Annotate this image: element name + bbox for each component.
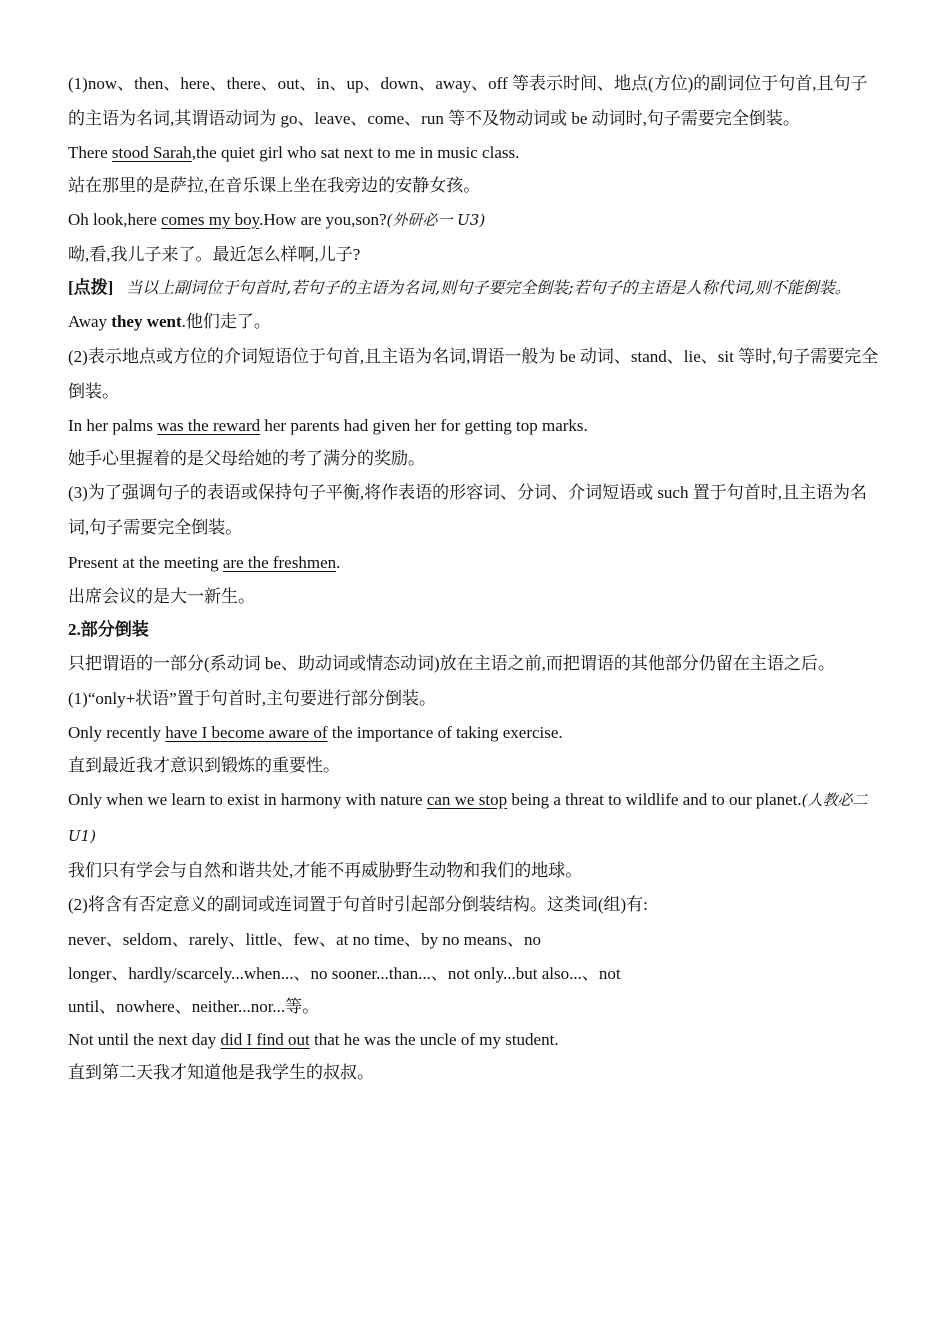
partial-inversion-rule-1: (1)“only+状语”置于句首时,主句要进行部分倒装。 — [68, 689, 436, 708]
tip-text: 当以上副词位于句首时,若句子的主语为名词,则句子要完全倒装;若句子的主语是人称代词,则不能倒装。 — [126, 278, 851, 297]
inverted-part: have I become aware of — [165, 723, 328, 742]
inverted-part: can we stop — [426, 790, 508, 809]
example-sentence: In her palms was the reward her parents had given her for getting top marks. — [68, 416, 588, 435]
full-inversion-rule-2: (2)表示地点或方位的介词短语位于句首,且主语为名词,谓语一般为 be 动词、stand、lie、sit 等时,句子需要完全倒装。 — [68, 347, 879, 401]
example-sentence: Not until the next day did I find out that he was the uncle of my student. — [68, 1030, 559, 1049]
section-heading: 2.部分倒装 — [68, 620, 149, 639]
full-inversion-rule-3: (3)为了强调句子的表语或保持句子平衡,将作表语的形容词、分词、介词短语或 such 置于句首时,且主语为名词,句子需要完全倒装。 — [68, 483, 867, 537]
bold-subject: they went — [111, 312, 182, 331]
negative-words-list-line: longer、hardly/scarcely...when...、no sooner...than...、not only...but also...、not — [68, 964, 621, 983]
example-translation: 站在那里的是萨拉,在音乐课上坐在我旁边的安静女孩。 — [68, 176, 481, 195]
example-translation: 她手心里握着的是父母给她的考了满分的奖励。 — [68, 449, 425, 468]
example-sentence: Only when we learn to exist in harmony with nature can we stop being a threat to wildlife and to our planet.(人教必二 U1) — [68, 790, 868, 845]
example-translation: 我们只有学会与自然和谐共处,才能不再威胁野生动物和我们的地球。 — [68, 861, 583, 880]
example-sentence: There stood Sarah,the quiet girl who sat next to me in music class. — [68, 143, 520, 162]
inverted-part: comes my boy — [161, 210, 260, 229]
example-translation: 呦,看,我儿子来了。最近怎么样啊,儿子? — [68, 245, 361, 264]
textbook-source: (人教必二 U1) — [68, 791, 868, 845]
textbook-source: (外研必一 U3) — [386, 211, 486, 229]
inverted-part: did I find out — [220, 1030, 310, 1049]
example-translation: 直到最近我才意识到锻炼的重要性。 — [68, 756, 340, 775]
inverted-part: stood Sarah — [111, 143, 192, 162]
example-sentence: Only recently have I become aware of the importance of taking exercise. — [68, 723, 563, 742]
example-translation: 直到第二天我才知道他是我学生的叔叔。 — [68, 1063, 374, 1082]
inverted-part: was the reward — [157, 416, 261, 435]
partial-inversion-rule-2: (2)将含有否定意义的副词或连词置于句首时引起部分倒装结构。这类词(组)有: — [68, 895, 648, 914]
example-translation: 出席会议的是大一新生。 — [68, 587, 255, 606]
tip-label: [点拨] — [68, 278, 114, 297]
inverted-part: are the freshmen — [222, 553, 337, 572]
tip-note — [68, 271, 882, 304]
example-sentence: Away they went.他们走了。 — [68, 312, 271, 331]
negative-words-list-line: until、nowhere、neither...nor...等。 — [68, 997, 320, 1016]
full-inversion-rule-1: (1)now、then、here、there、out、in、up、down、away、off 等表示时间、地点(方位)的副词位于句首,且句子的主语为名词,其谓语动词为 go、leave、come、run 等不及物动词或 be 动词时,句子需要完全倒装。 — [68, 74, 868, 128]
partial-inversion-intro: 只把谓语的一部分(系动词 be、助动词或情态动词)放在主语之前,而把谓语的其他部分仍留在主语之后。 — [68, 654, 835, 673]
example-sentence: Present at the meeting are the freshmen. — [68, 553, 341, 572]
example-sentence: Oh look,here comes my boy.How are you,son?(外研必一 U3) — [68, 210, 486, 229]
negative-words-list-line: never、seldom、rarely、little、few、at no time、by no means、no — [68, 930, 542, 949]
